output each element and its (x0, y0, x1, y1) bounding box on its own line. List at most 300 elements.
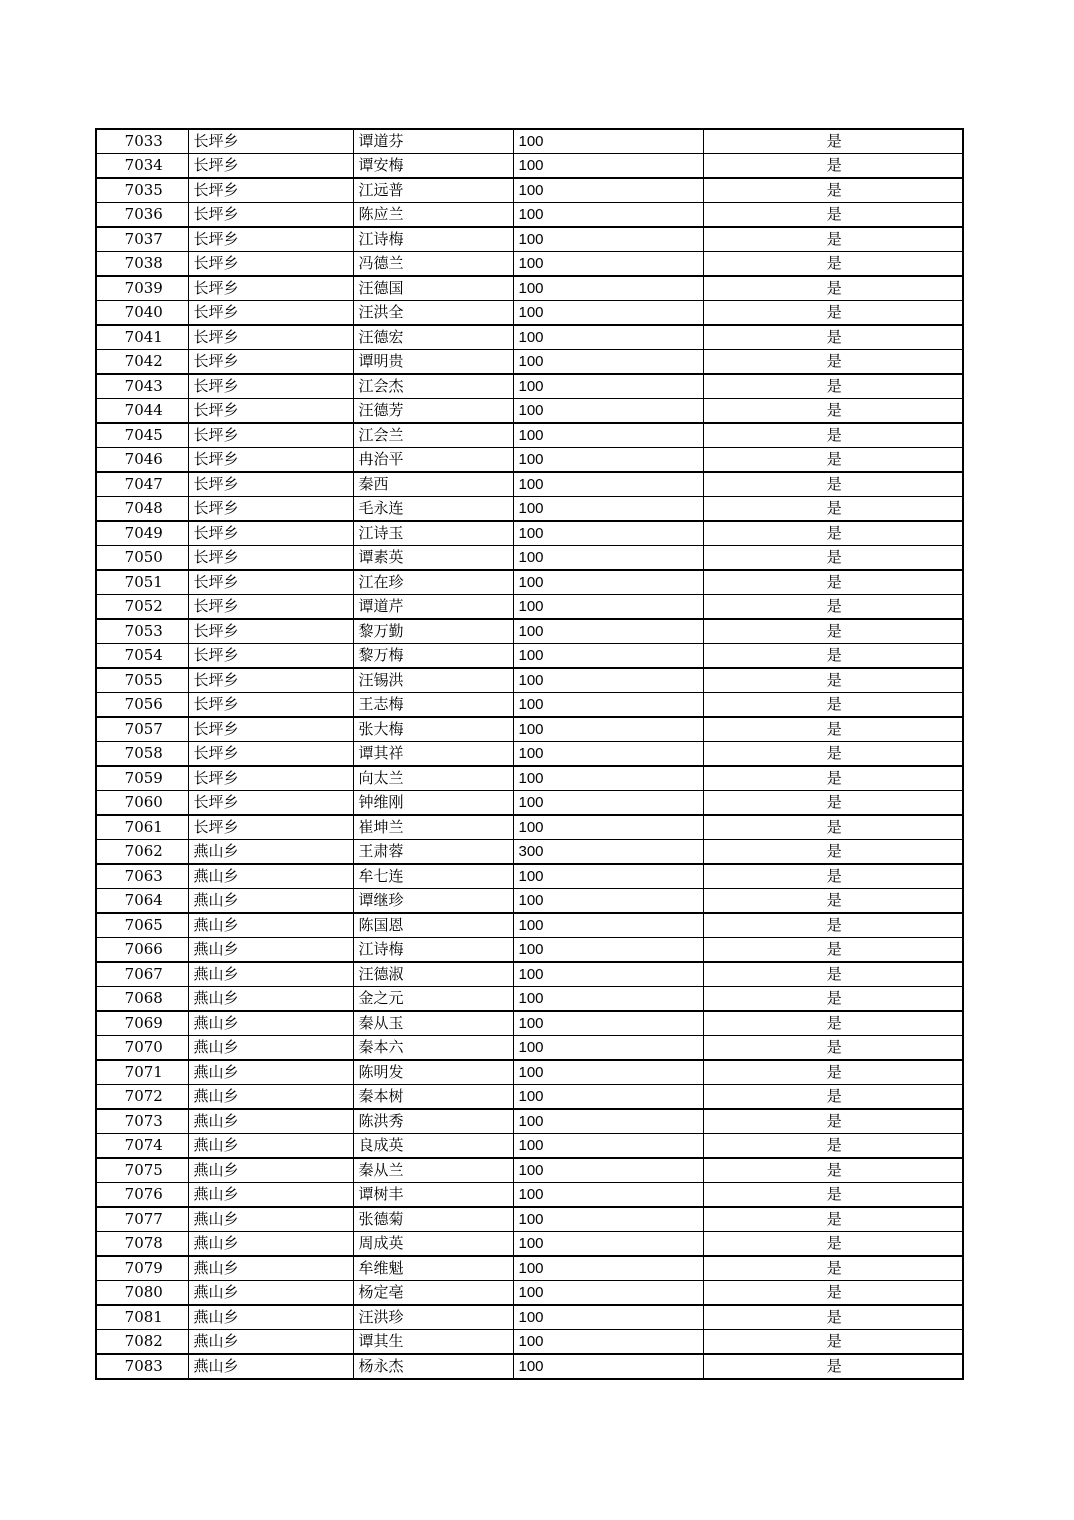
serial-number-cell: 7053 (96, 619, 188, 644)
amount-cell: 100 (513, 1109, 703, 1134)
person-name-cell: 杨定亳 (353, 1281, 513, 1306)
serial-number-cell: 7061 (96, 815, 188, 840)
amount-cell: 100 (513, 423, 703, 448)
township-cell: 长坪乡 (188, 178, 353, 203)
serial-number-cell: 7051 (96, 570, 188, 595)
table-row (96, 154, 963, 179)
township-cell: 长坪乡 (188, 570, 353, 595)
confirmed-flag-cell: 是 (703, 987, 963, 1012)
table-row (96, 913, 963, 938)
confirmed-flag-cell: 是 (703, 938, 963, 963)
table-row (96, 717, 963, 742)
serial-number-cell: 7057 (96, 717, 188, 742)
person-name-cell: 汪洪全 (353, 301, 513, 326)
confirmed-flag-cell: 是 (703, 1330, 963, 1355)
person-name-cell: 汪德淑 (353, 962, 513, 987)
township-cell: 长坪乡 (188, 252, 353, 277)
confirmed-flag-cell: 是 (703, 1354, 963, 1379)
township-cell: 燕山乡 (188, 864, 353, 889)
amount-cell: 100 (513, 1060, 703, 1085)
confirmed-flag-cell: 是 (703, 301, 963, 326)
serial-number-cell: 7049 (96, 521, 188, 546)
serial-number-cell: 7037 (96, 227, 188, 252)
amount-cell: 100 (513, 1011, 703, 1036)
confirmed-flag-cell: 是 (703, 791, 963, 816)
person-name-cell: 陈洪秀 (353, 1109, 513, 1134)
serial-number-cell: 7072 (96, 1085, 188, 1110)
table-row (96, 1011, 963, 1036)
amount-cell: 100 (513, 644, 703, 669)
table-row (96, 178, 963, 203)
township-cell: 长坪乡 (188, 154, 353, 179)
township-cell: 燕山乡 (188, 1256, 353, 1281)
table-row (96, 938, 963, 963)
person-name-cell: 江诗玉 (353, 521, 513, 546)
table-row (96, 350, 963, 375)
person-name-cell: 汪锡洪 (353, 668, 513, 693)
amount-cell: 100 (513, 129, 703, 154)
township-cell: 长坪乡 (188, 546, 353, 571)
township-cell: 燕山乡 (188, 1134, 353, 1159)
serial-number-cell: 7052 (96, 595, 188, 620)
table-row (96, 301, 963, 326)
person-name-cell: 谭安梅 (353, 154, 513, 179)
table-row (96, 276, 963, 301)
confirmed-flag-cell: 是 (703, 350, 963, 375)
table-row (96, 668, 963, 693)
amount-cell: 100 (513, 570, 703, 595)
amount-cell: 100 (513, 962, 703, 987)
serial-number-cell: 7056 (96, 693, 188, 718)
confirmed-flag-cell: 是 (703, 889, 963, 914)
person-name-cell: 周成英 (353, 1232, 513, 1257)
amount-cell: 100 (513, 546, 703, 571)
table-row (96, 595, 963, 620)
amount-cell: 100 (513, 472, 703, 497)
township-cell: 长坪乡 (188, 227, 353, 252)
township-cell: 燕山乡 (188, 1036, 353, 1061)
amount-cell: 100 (513, 987, 703, 1012)
serial-number-cell: 7038 (96, 252, 188, 277)
serial-number-cell: 7074 (96, 1134, 188, 1159)
township-cell: 燕山乡 (188, 1183, 353, 1208)
confirmed-flag-cell: 是 (703, 521, 963, 546)
township-cell: 燕山乡 (188, 1354, 353, 1379)
person-name-cell: 谭其祥 (353, 742, 513, 767)
table-row (96, 1330, 963, 1355)
amount-cell: 100 (513, 766, 703, 791)
confirmed-flag-cell: 是 (703, 864, 963, 889)
serial-number-cell: 7064 (96, 889, 188, 914)
confirmed-flag-cell: 是 (703, 1232, 963, 1257)
person-name-cell: 陈国恩 (353, 913, 513, 938)
amount-cell: 100 (513, 276, 703, 301)
table-row (96, 864, 963, 889)
serial-number-cell: 7071 (96, 1060, 188, 1085)
township-cell: 燕山乡 (188, 962, 353, 987)
confirmed-flag-cell: 是 (703, 962, 963, 987)
person-name-cell: 谭道芬 (353, 129, 513, 154)
table-row (96, 962, 963, 987)
amount-cell: 100 (513, 252, 703, 277)
amount-cell: 100 (513, 1256, 703, 1281)
confirmed-flag-cell: 是 (703, 399, 963, 424)
person-name-cell: 陈明发 (353, 1060, 513, 1085)
confirmed-flag-cell: 是 (703, 1085, 963, 1110)
table-row (96, 644, 963, 669)
serial-number-cell: 7080 (96, 1281, 188, 1306)
confirmed-flag-cell: 是 (703, 252, 963, 277)
township-cell: 长坪乡 (188, 815, 353, 840)
amount-cell: 300 (513, 840, 703, 865)
serial-number-cell: 7036 (96, 203, 188, 228)
table-row (96, 472, 963, 497)
serial-number-cell: 7034 (96, 154, 188, 179)
township-cell: 长坪乡 (188, 423, 353, 448)
amount-cell: 100 (513, 154, 703, 179)
serial-number-cell: 7068 (96, 987, 188, 1012)
serial-number-cell: 7073 (96, 1109, 188, 1134)
person-name-cell: 毛永连 (353, 497, 513, 522)
amount-cell: 100 (513, 203, 703, 228)
township-cell: 燕山乡 (188, 1158, 353, 1183)
amount-cell: 100 (513, 791, 703, 816)
township-cell: 燕山乡 (188, 913, 353, 938)
person-name-cell: 张德菊 (353, 1207, 513, 1232)
person-name-cell: 江诗梅 (353, 938, 513, 963)
amount-cell: 100 (513, 374, 703, 399)
confirmed-flag-cell: 是 (703, 1060, 963, 1085)
person-name-cell: 黎万勤 (353, 619, 513, 644)
confirmed-flag-cell: 是 (703, 203, 963, 228)
amount-cell: 100 (513, 742, 703, 767)
table-row (96, 1207, 963, 1232)
table-row (96, 374, 963, 399)
person-name-cell: 向太兰 (353, 766, 513, 791)
township-cell: 长坪乡 (188, 203, 353, 228)
person-name-cell: 冯德兰 (353, 252, 513, 277)
amount-cell: 100 (513, 301, 703, 326)
amount-cell: 100 (513, 399, 703, 424)
township-cell: 长坪乡 (188, 350, 353, 375)
amount-cell: 100 (513, 1281, 703, 1306)
table-row (96, 497, 963, 522)
amount-cell: 100 (513, 864, 703, 889)
township-cell: 燕山乡 (188, 938, 353, 963)
person-name-cell: 江远普 (353, 178, 513, 203)
confirmed-flag-cell: 是 (703, 325, 963, 350)
person-name-cell: 秦从玉 (353, 1011, 513, 1036)
serial-number-cell: 7077 (96, 1207, 188, 1232)
confirmed-flag-cell: 是 (703, 1305, 963, 1330)
person-name-cell: 谭继珍 (353, 889, 513, 914)
confirmed-flag-cell: 是 (703, 570, 963, 595)
amount-cell: 100 (513, 889, 703, 914)
amount-cell: 100 (513, 693, 703, 718)
table-row (96, 227, 963, 252)
table-row (96, 619, 963, 644)
confirmed-flag-cell: 是 (703, 717, 963, 742)
table-row (96, 325, 963, 350)
serial-number-cell: 7058 (96, 742, 188, 767)
serial-number-cell: 7047 (96, 472, 188, 497)
amount-cell: 100 (513, 595, 703, 620)
table-row (96, 987, 963, 1012)
confirmed-flag-cell: 是 (703, 1036, 963, 1061)
person-name-cell: 牟七连 (353, 864, 513, 889)
table-row (96, 1305, 963, 1330)
confirmed-flag-cell: 是 (703, 154, 963, 179)
confirmed-flag-cell: 是 (703, 742, 963, 767)
township-cell: 长坪乡 (188, 644, 353, 669)
confirmed-flag-cell: 是 (703, 1109, 963, 1134)
township-cell: 长坪乡 (188, 399, 353, 424)
amount-cell: 100 (513, 1183, 703, 1208)
table-row (96, 1085, 963, 1110)
serial-number-cell: 7041 (96, 325, 188, 350)
person-name-cell: 秦从兰 (353, 1158, 513, 1183)
person-name-cell: 江会兰 (353, 423, 513, 448)
table-row (96, 889, 963, 914)
township-cell: 燕山乡 (188, 1232, 353, 1257)
person-name-cell: 王肃蓉 (353, 840, 513, 865)
amount-cell: 100 (513, 448, 703, 473)
township-cell: 燕山乡 (188, 1281, 353, 1306)
person-name-cell: 谭树丰 (353, 1183, 513, 1208)
person-name-cell: 钟维刚 (353, 791, 513, 816)
table-row (96, 1232, 963, 1257)
table-body (96, 129, 963, 1379)
township-cell: 燕山乡 (188, 1060, 353, 1085)
serial-number-cell: 7040 (96, 301, 188, 326)
township-cell: 长坪乡 (188, 301, 353, 326)
table-row (96, 815, 963, 840)
township-cell: 燕山乡 (188, 840, 353, 865)
serial-number-cell: 7035 (96, 178, 188, 203)
serial-number-cell: 7060 (96, 791, 188, 816)
confirmed-flag-cell: 是 (703, 1256, 963, 1281)
person-name-cell: 牟维魁 (353, 1256, 513, 1281)
person-name-cell: 汪洪珍 (353, 1305, 513, 1330)
person-name-cell: 陈应兰 (353, 203, 513, 228)
table-row (96, 1109, 963, 1134)
serial-number-cell: 7066 (96, 938, 188, 963)
township-cell: 长坪乡 (188, 448, 353, 473)
serial-number-cell: 7078 (96, 1232, 188, 1257)
confirmed-flag-cell: 是 (703, 693, 963, 718)
confirmed-flag-cell: 是 (703, 595, 963, 620)
serial-number-cell: 7081 (96, 1305, 188, 1330)
person-name-cell: 江诗梅 (353, 227, 513, 252)
amount-cell: 100 (513, 1207, 703, 1232)
serial-number-cell: 7067 (96, 962, 188, 987)
table-row (96, 129, 963, 154)
confirmed-flag-cell: 是 (703, 546, 963, 571)
confirmed-flag-cell: 是 (703, 766, 963, 791)
table-row (96, 1281, 963, 1306)
person-name-cell: 谭道芹 (353, 595, 513, 620)
person-name-cell: 汪德国 (353, 276, 513, 301)
person-name-cell: 江在珍 (353, 570, 513, 595)
township-cell: 长坪乡 (188, 619, 353, 644)
serial-number-cell: 7033 (96, 129, 188, 154)
table-row (96, 546, 963, 571)
township-cell: 燕山乡 (188, 1305, 353, 1330)
beneficiary-table (95, 128, 964, 1380)
amount-cell: 100 (513, 815, 703, 840)
confirmed-flag-cell: 是 (703, 1281, 963, 1306)
amount-cell: 100 (513, 325, 703, 350)
township-cell: 长坪乡 (188, 766, 353, 791)
table-row (96, 1158, 963, 1183)
township-cell: 长坪乡 (188, 325, 353, 350)
table-row (96, 791, 963, 816)
confirmed-flag-cell: 是 (703, 423, 963, 448)
serial-number-cell: 7048 (96, 497, 188, 522)
township-cell: 长坪乡 (188, 693, 353, 718)
confirmed-flag-cell: 是 (703, 815, 963, 840)
confirmed-flag-cell: 是 (703, 1011, 963, 1036)
amount-cell: 100 (513, 668, 703, 693)
serial-number-cell: 7059 (96, 766, 188, 791)
serial-number-cell: 7039 (96, 276, 188, 301)
person-name-cell: 冉治平 (353, 448, 513, 473)
amount-cell: 100 (513, 619, 703, 644)
confirmed-flag-cell: 是 (703, 913, 963, 938)
township-cell: 长坪乡 (188, 497, 353, 522)
person-name-cell: 谭其生 (353, 1330, 513, 1355)
township-cell: 燕山乡 (188, 1207, 353, 1232)
person-name-cell: 谭素英 (353, 546, 513, 571)
township-cell: 长坪乡 (188, 521, 353, 546)
table-row (96, 766, 963, 791)
township-cell: 长坪乡 (188, 742, 353, 767)
amount-cell: 100 (513, 717, 703, 742)
serial-number-cell: 7076 (96, 1183, 188, 1208)
table-row (96, 448, 963, 473)
table-row (96, 1183, 963, 1208)
person-name-cell: 汪德芳 (353, 399, 513, 424)
table-row (96, 252, 963, 277)
confirmed-flag-cell: 是 (703, 840, 963, 865)
amount-cell: 100 (513, 178, 703, 203)
table-row (96, 693, 963, 718)
amount-cell: 100 (513, 350, 703, 375)
township-cell: 长坪乡 (188, 595, 353, 620)
person-name-cell: 秦西 (353, 472, 513, 497)
confirmed-flag-cell: 是 (703, 129, 963, 154)
township-cell: 长坪乡 (188, 717, 353, 742)
amount-cell: 100 (513, 1134, 703, 1159)
township-cell: 燕山乡 (188, 1109, 353, 1134)
township-cell: 长坪乡 (188, 129, 353, 154)
person-name-cell: 江会杰 (353, 374, 513, 399)
table-row (96, 521, 963, 546)
table-row (96, 840, 963, 865)
serial-number-cell: 7062 (96, 840, 188, 865)
person-name-cell: 秦本树 (353, 1085, 513, 1110)
person-name-cell: 谭明贵 (353, 350, 513, 375)
person-name-cell: 金之元 (353, 987, 513, 1012)
table-row (96, 1134, 963, 1159)
amount-cell: 100 (513, 1036, 703, 1061)
serial-number-cell: 7050 (96, 546, 188, 571)
confirmed-flag-cell: 是 (703, 644, 963, 669)
table-row (96, 570, 963, 595)
township-cell: 长坪乡 (188, 668, 353, 693)
person-name-cell: 黎万梅 (353, 644, 513, 669)
serial-number-cell: 7042 (96, 350, 188, 375)
table-row (96, 1354, 963, 1379)
confirmed-flag-cell: 是 (703, 276, 963, 301)
township-cell: 长坪乡 (188, 791, 353, 816)
confirmed-flag-cell: 是 (703, 472, 963, 497)
person-name-cell: 良成英 (353, 1134, 513, 1159)
amount-cell: 100 (513, 938, 703, 963)
confirmed-flag-cell: 是 (703, 668, 963, 693)
serial-number-cell: 7070 (96, 1036, 188, 1061)
table-row (96, 399, 963, 424)
serial-number-cell: 7043 (96, 374, 188, 399)
serial-number-cell: 7079 (96, 1256, 188, 1281)
serial-number-cell: 7045 (96, 423, 188, 448)
confirmed-flag-cell: 是 (703, 227, 963, 252)
amount-cell: 100 (513, 1305, 703, 1330)
table-row (96, 1036, 963, 1061)
amount-cell: 100 (513, 227, 703, 252)
confirmed-flag-cell: 是 (703, 374, 963, 399)
amount-cell: 100 (513, 1232, 703, 1257)
township-cell: 长坪乡 (188, 472, 353, 497)
person-name-cell: 秦本六 (353, 1036, 513, 1061)
person-name-cell: 汪德宏 (353, 325, 513, 350)
table-row (96, 742, 963, 767)
township-cell: 燕山乡 (188, 1330, 353, 1355)
serial-number-cell: 7075 (96, 1158, 188, 1183)
confirmed-flag-cell: 是 (703, 448, 963, 473)
table-row (96, 1060, 963, 1085)
amount-cell: 100 (513, 1354, 703, 1379)
serial-number-cell: 7054 (96, 644, 188, 669)
table-row (96, 203, 963, 228)
serial-number-cell: 7083 (96, 1354, 188, 1379)
confirmed-flag-cell: 是 (703, 1207, 963, 1232)
serial-number-cell: 7055 (96, 668, 188, 693)
amount-cell: 100 (513, 497, 703, 522)
township-cell: 长坪乡 (188, 276, 353, 301)
serial-number-cell: 7069 (96, 1011, 188, 1036)
township-cell: 燕山乡 (188, 1011, 353, 1036)
township-cell: 燕山乡 (188, 1085, 353, 1110)
serial-number-cell: 7044 (96, 399, 188, 424)
amount-cell: 100 (513, 1330, 703, 1355)
township-cell: 长坪乡 (188, 374, 353, 399)
township-cell: 燕山乡 (188, 889, 353, 914)
table-row (96, 1256, 963, 1281)
serial-number-cell: 7063 (96, 864, 188, 889)
person-name-cell: 王志梅 (353, 693, 513, 718)
amount-cell: 100 (513, 1158, 703, 1183)
person-name-cell: 张大梅 (353, 717, 513, 742)
confirmed-flag-cell: 是 (703, 1134, 963, 1159)
township-cell: 燕山乡 (188, 987, 353, 1012)
amount-cell: 100 (513, 1085, 703, 1110)
confirmed-flag-cell: 是 (703, 497, 963, 522)
confirmed-flag-cell: 是 (703, 619, 963, 644)
table-row (96, 423, 963, 448)
amount-cell: 100 (513, 521, 703, 546)
serial-number-cell: 7046 (96, 448, 188, 473)
